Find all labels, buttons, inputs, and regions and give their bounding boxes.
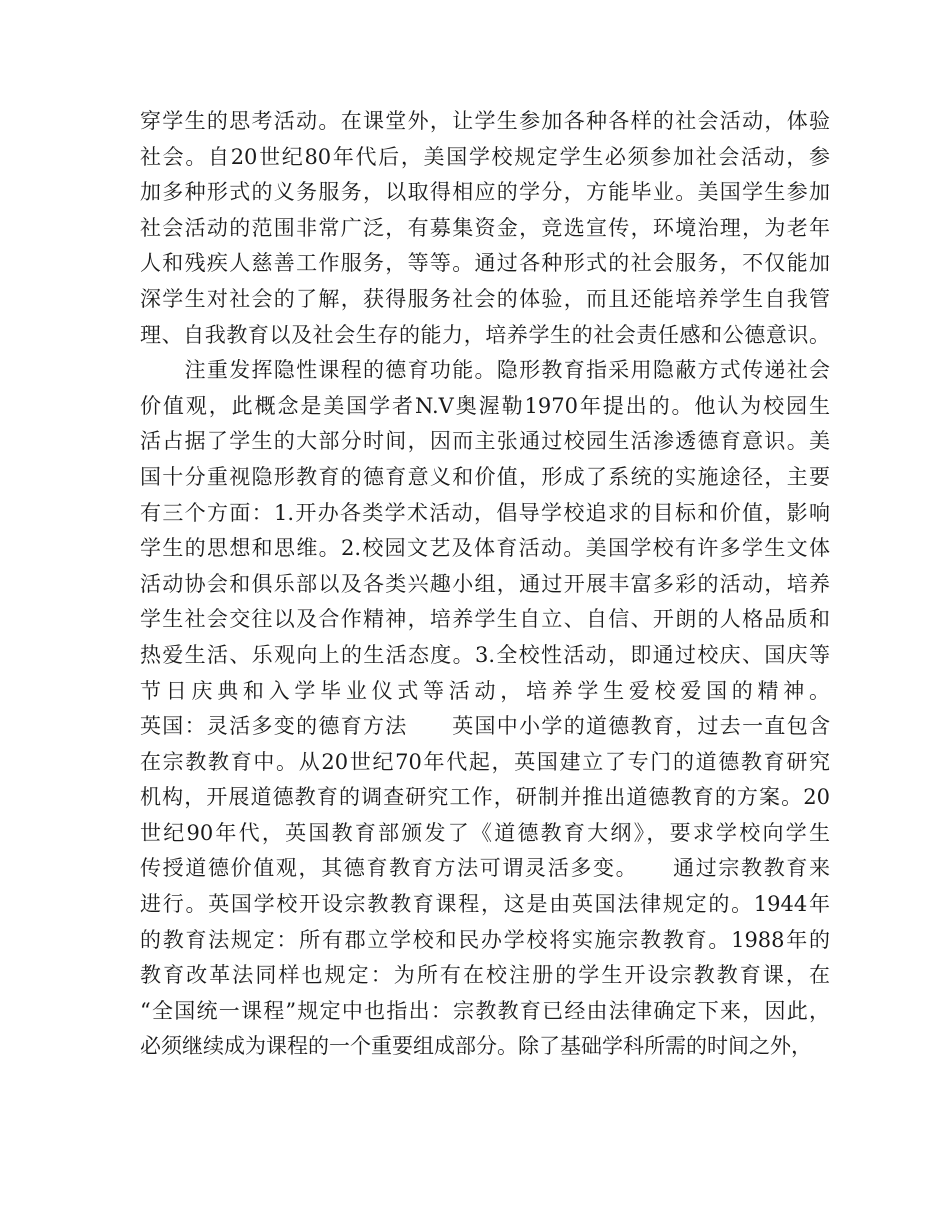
text-line: 价值观，此概念是美国学者N.V奥渥勒1970年提出的。他认为校园生 xyxy=(140,393,830,418)
text-line: 活动协会和俱乐部以及各类兴趣小组，通过开展丰富多彩的活动，培养 xyxy=(140,571,830,596)
text-line: 世纪90年代，英国教育部颁发了《道德教育大纲》，要求学校向学生 xyxy=(140,820,830,845)
text-line: 教育改革法同样也规定：为所有在校注册的学生开设宗教教育课，在 xyxy=(140,963,830,988)
text-line: 深学生对社会的了解，获得服务社会的体验，而且还能培养学生自我管 xyxy=(140,286,830,311)
text-line: 英国：灵活多变的德育方法 英国中小学的道德教育，过去一直包含 xyxy=(140,714,830,739)
text-line: 在宗教教育中。从20世纪70年代起，英国建立了专门的道德教育研究 xyxy=(140,749,830,774)
text-line: 有三个方面：1.开办各类学术活动，倡导学校追求的目标和价值，影响 xyxy=(140,500,830,525)
text-line: 传授道德价值观，其德育教育方法可谓灵活多变。 通过宗教教育来 xyxy=(140,856,830,881)
text-line: 进行。英国学校开设宗教教育课程，这是由英国法律规定的。1944年 xyxy=(140,892,830,917)
text-line: 节日庆典和入学毕业仪式等活动，培养学生爱校爱国的精神。 xyxy=(140,678,830,703)
text-line: 穿学生的思考活动。在课堂外，让学生参加各种各样的社会活动，体验 xyxy=(140,109,830,133)
text-line: 加多种形式的义务服务，以取得相应的学分，方能毕业。美国学生参加 xyxy=(140,180,830,205)
text-line: 注重发挥隐性课程的德育功能。隐形教育指采用隐蔽方式传递社会 xyxy=(140,358,830,383)
body-text xyxy=(140,104,830,1065)
text-line: 学生社会交往以及合作精神，培养学生自立、自信、开朗的人格品质和 xyxy=(140,607,830,632)
text-line: “全国统一课程”规定中也指出：宗教教育已经由法律确定下来，因此， xyxy=(140,998,830,1023)
text-line: 学生的思想和思维。2.校园文艺及体育活动。美国学校有许多学生文体 xyxy=(140,536,830,561)
text-line: 人和残疾人慈善工作服务，等等。通过各种形式的社会服务，不仅能加 xyxy=(140,251,830,276)
text-line: 理、自我教育以及社会生存的能力，培养学生的社会责任感和公德意识。 xyxy=(140,322,830,347)
text-line: 必须继续成为课程的一个重要组成部分。除了基础学科所需的时间之外， xyxy=(140,1034,812,1059)
text-line: 机构，开展道德教育的调查研究工作，研制并推出道德教育的方案。20 xyxy=(140,785,830,810)
text-line: 热爱生活、乐观向上的生活态度。3.全校性活动，即通过校庆、国庆等 xyxy=(140,642,830,667)
text-line: 社会。自20世纪80年代后，美国学校规定学生必须参加社会活动，参 xyxy=(140,144,830,169)
text-line: 的教育法规定：所有郡立学校和民办学校将实施宗教教育。1988年的 xyxy=(140,927,830,952)
text-line: 社会活动的范围非常广泛，有募集资金，竞选宣传，环境治理，为老年 xyxy=(140,215,830,240)
text-line: 国十分重视隐形教育的德育意义和价值，形成了系统的实施途径，主要 xyxy=(140,464,830,489)
text-line: 活占据了学生的大部分时间，因而主张通过校园生活渗透德育意识。美 xyxy=(140,429,830,454)
